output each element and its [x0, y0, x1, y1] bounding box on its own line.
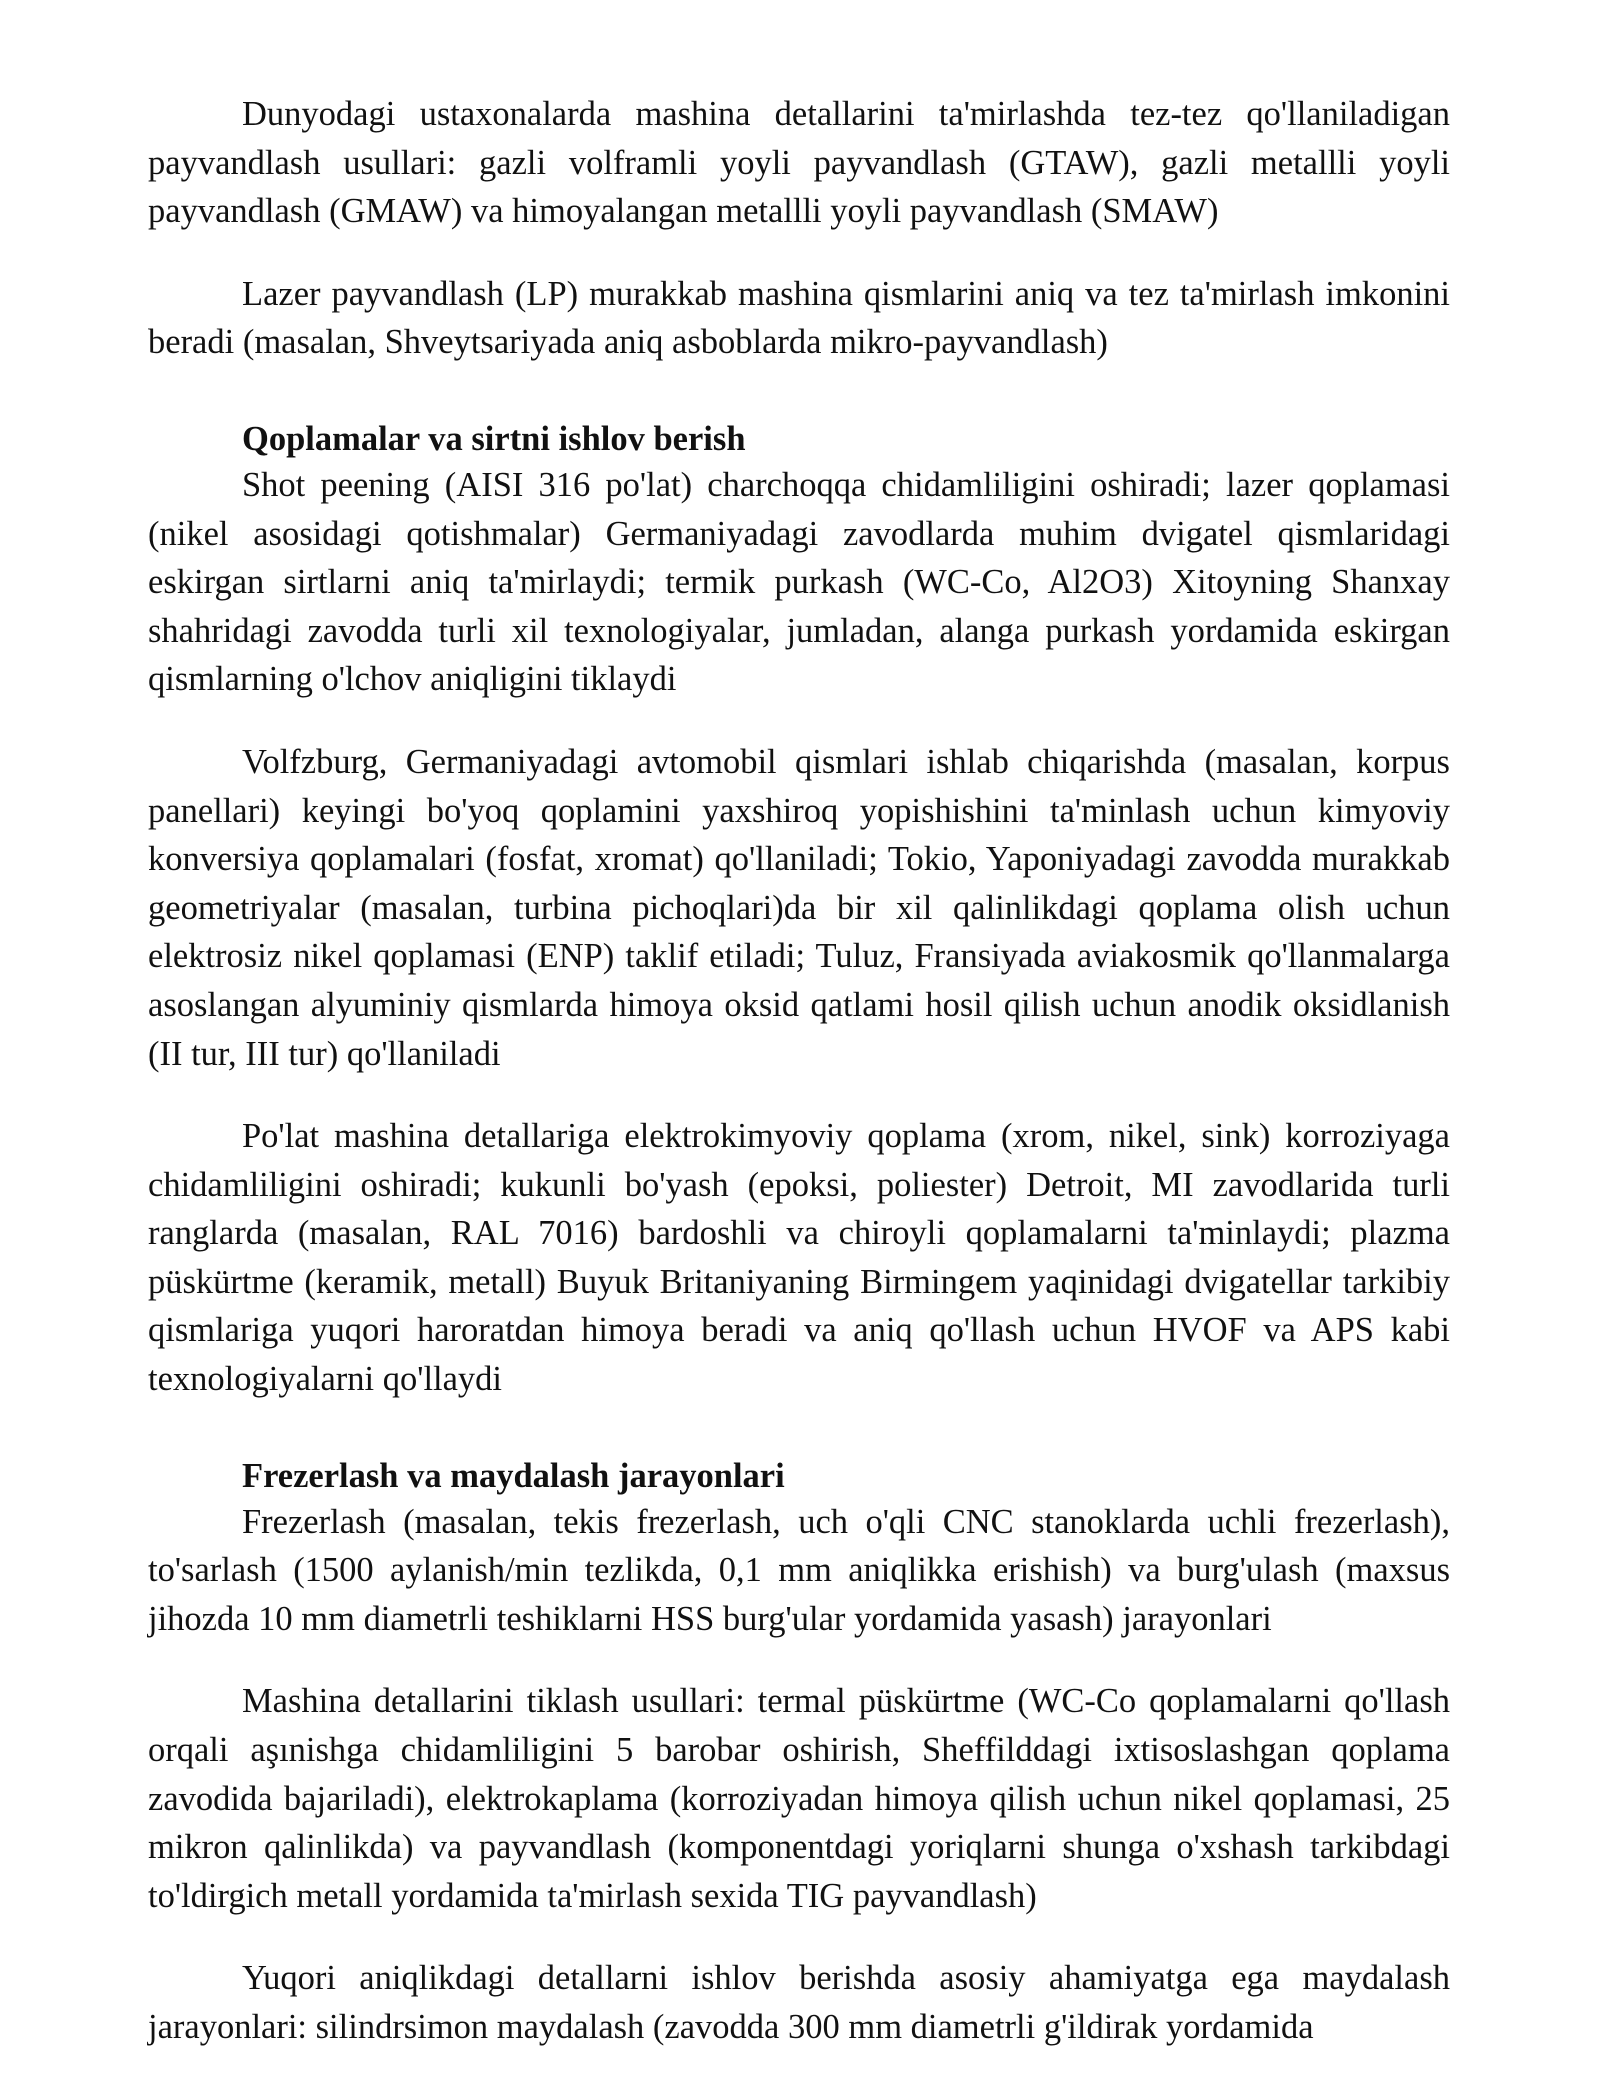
section-heading-coatings: Qoplamalar va sirtni ishlov berish — [242, 419, 746, 458]
paragraph-milling: Frezerlash (masalan, tekis frezerlash, uch o'qli CNC stanoklarda uchli frezerlash), to'sarlash (1500 aylanish/min tezlikda, 0,1 mm aniqlikka erishish) va burg'ulash (maxsus jihozda 10 mm diametrli teshiklarni HSS burg'ular yordamida yasash) jarayonlari — [148, 1502, 1450, 1638]
paragraph-grinding: Yuqori aniqlikdagi detallarni ishlov berishda asosiy ahamiyatga ega maydalash jarayonlari: silindrsimon maydalash (zavodda 300 mm diametrli g'ildirak yordamida — [148, 1959, 1450, 2046]
paragraph-laser-welding: Lazer payvandlash (LP) murakkab mashina qismlarini aniq va tez ta'mirlash imkonini beradi (masalan, Shveytsariyada aniq asboblarda mikro-payvandlash) — [148, 274, 1450, 362]
spacer — [148, 401, 1450, 417]
paragraph-electrochemical-coating: Po'lat mashina detallariga elektrokimyoviy qoplama (xrom, nikel, sink) korroziyaga chidamliligini oshiradi; kukunli bo'yash (epoksi, poliester) Detroit, MI zavodlarida turli ranglarda (masalan, RAL 7016) bardoshli va chiroyli qoplamalarni ta'minlaydi; plazma püskürtme (keramik, metall) Buyuk Britaniyaning Birmingem yaqinidagi dvigatellar tarkibiy qismlariga yuqori haroratdan himoya beradi va aniq qo'llash uchun HVOF va APS kabi texnologiyalarni qo'llaydi — [148, 1117, 1450, 1399]
paragraph-shot-peening: Shot peening (AISI 316 po'lat) charchoqqa chidamliligini oshiradi; lazer qoplamasi (nikel asosidagi qotishmalar) Germaniyadagi zavodlarda muhim dvigatel qismlaridagi eskirgan sirtlarni aniq ta'mirlaydi; termik purkash (WC-Co, Al2O3) Xitoyning Shanxay shahridagi zavodda turli xil texnologiyalar, jumladan, alanga purkash yordamida eskirgan qismlarning o'lchov aniqligini tiklaydi — [148, 465, 1450, 699]
document-page — [148, 90, 1450, 2086]
spacer — [148, 1438, 1450, 1454]
paragraph-restoration-methods: Mashina detallarini tiklash usullari: termal püskürtme (WC-Co qoplamalarni qo'llash orqali aşınishga chidamliligini 5 barobar oshirish, Sheffilddagi ixtisoslashgan qoplama zavodida bajariladi), elektrokaplama (korroziyadan himoya qilish uchun nikel qoplamasi, 25 mikron qalinlikda) va payvandlash (komponentdagi yoriqlarni shunga o'xshash tarkibdagi to'ldirgich metall yordamida ta'mirlash sexida TIG payvandlash) — [148, 1682, 1450, 1915]
section-heading-milling: Frezerlash va maydalash jarayonlari — [242, 1456, 785, 1495]
paragraph-welding-methods: Dunyodagi ustaxonalarda mashina detallarini ta'mirlashda tez-tez qo'llaniladigan payvandlash usullari: gazli volframli yoyli payvandlash (GTAW), gazli metallli yoyli payvandlash (GMAW) va himoyalangan metallli yoyli payvandlash (SMAW) — [148, 95, 1450, 231]
paragraph-conversion-coatings: Volfzburg, Germaniyadagi avtomobil qismlari ishlab chiqarishda (masalan, korpus panellari) keyingi bo'yoq qoplamini yaxshiroq yopishishini ta'minlash uchun kimyoviy konversiya qoplamalari (fosfat, xromat) qo'llaniladi; Tokio, Yaponiyadagi zavodda murakkab geometriyalar (masalan, turbina pichoqlari)da bir xil qalinlikdagi qoplama olish uchun elektrosiz nikel qoplamasi (ENP) taklif etiladi; Tuluz, Fransiyada aviakosmik qo'llanmalarga asoslangan alyuminiy qismlarda himoya oksid qatlami hosil qilish uchun anodik oksidlanish (II tur, III tur) qo'llaniladi — [148, 742, 1450, 1073]
